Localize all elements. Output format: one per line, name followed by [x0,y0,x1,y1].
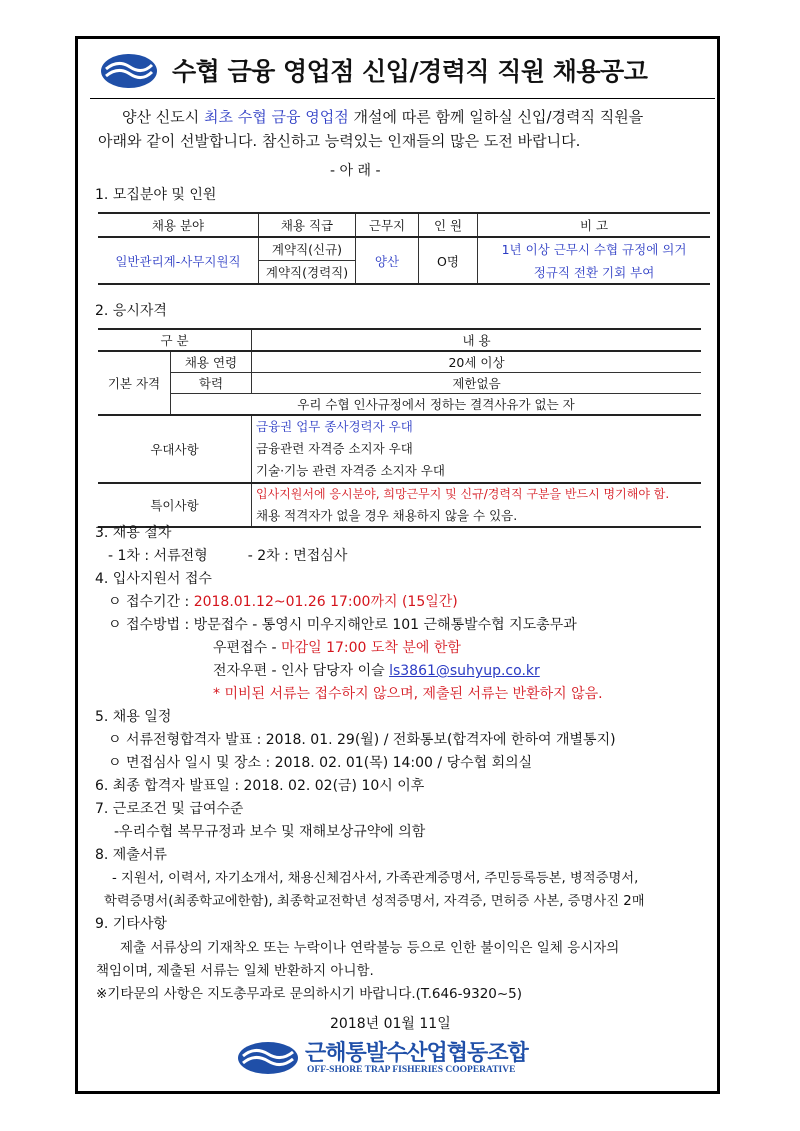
email-link[interactable]: ls3861@suhyup.co.kr [389,663,540,679]
page-title: 수협 금융 영업점 신입/경력직 직원 채용공고 [172,57,648,86]
disq-value: 우리 수협 인사규정에서 정하는 결격사유가 없는 자 [171,393,702,415]
pref-item: 금융권 업무 종사경력자 우대 [256,419,413,434]
org-name-ko: 근해통발수산업협동조합 [305,1041,528,1066]
mail-line [213,637,461,657]
col-header: 근무지 [356,213,419,237]
rank-cell: 계약직(신규) [259,237,356,261]
section-5-heading: 5. 채용 일정 [95,709,172,725]
section-2-heading: 2. 응시자격 [95,303,167,319]
col-header: 인 원 [419,213,478,237]
section-4-heading: 4. 입사지원서 접수 [95,571,212,587]
section-8-heading: 8. 제출서류 [95,847,167,863]
period-label: ㅇ 접수기간 : [108,594,194,610]
field-cell: 일반관리계-사무지원직 [98,237,259,284]
schedule-line: ㅇ 면접심사 일시 및 장소 : 2018. 02. 01(목) 14:00 / 당수협 회의실 [108,755,533,771]
intro [98,105,713,153]
method-line: ㅇ 접수방법 : 방문접수 - 통영시 미우지해안로 101 근해통발수협 지도총무과 [108,617,577,633]
col-header: 채용 직급 [259,213,356,237]
misc-line: 책임이며, 제출된 서류는 일체 반환하지 아니함. [96,963,374,979]
email-label: 전자우편 - 인사 담당자 이슬 [213,663,390,679]
documents-line: - 지원서, 이력서, 자기소개서, 채용신체검사서, 가족관계증명서, 주민등록등본, 병적증명서, [112,871,639,886]
col-header: 구 분 [98,329,252,351]
section-divider-label: - 아 래 - [330,163,381,179]
mail-value: 마감일 17:00 도착 분에 한함 [281,640,461,656]
col-header: 내 용 [252,329,702,351]
title-divider [90,98,715,99]
special-item: 입사지원서에 응시분야, 희망근무지 및 신규/경력직 구분을 반드시 명기해야 함. [256,487,670,501]
pref-item: 기술·기능 관련 자격증 소지자 우대 [256,463,445,478]
suhyup-logo-icon [237,1038,299,1078]
section-7-heading: 7. 근로조건 및 급여수준 [95,801,244,817]
intro-line-2: 아래와 같이 선발합니다. 참신하고 능력있는 인재들의 많은 도전 바랍니다. [98,132,581,150]
rank-cell: 계약직(경력직) [259,261,356,285]
process-line: - 1차 : 서류전형 - 2차 : 면접심사 [108,548,348,564]
edu-label: 학력 [171,372,252,393]
period-value: 2018.01.12~01.26 17:00까지 (15일간) [193,594,458,610]
misc-line: 제출 서류상의 기재착오 또는 누락이나 연락불능 등으로 인한 불이익은 일체 응시자의 [120,940,620,956]
pref-item: 금융관련 자격증 소지자 우대 [256,441,413,456]
org-signature [237,1036,567,1086]
special-cell [252,483,702,527]
schedule-line: ㅇ 서류전형합격자 발표 : 2018. 01. 29(월) / 전화통보(합격자에 한하여 개별통지) [108,732,616,748]
recruit-table [98,212,710,285]
mail-label: 우편접수 - [213,640,282,656]
age-label: 채용 연령 [171,351,252,372]
pref-label: 우대사항 [98,415,252,483]
issue-date: 2018년 01월 11일 [330,1016,451,1032]
edu-value: 제한없음 [252,372,702,393]
suhyup-logo-icon [100,51,158,91]
note-cell: 정규직 전환 기회 부여 [478,261,711,285]
title-row [100,46,710,96]
intro-text: 양산 신도시 [122,108,204,126]
basic-label: 기본 자격 [98,351,171,415]
period-line [108,591,458,611]
conditions-line: -우리수협 복무규정과 보수 및 재해보상규약에 의함 [114,824,426,840]
count-cell: O명 [419,237,478,284]
location-cell: 양산 [356,237,419,284]
section-6-heading: 6. 최종 합격자 발표일 : 2018. 02. 02(금) 10시 이후 [95,778,425,794]
section-3-heading: 3. 채용 절차 [95,525,172,541]
col-header: 채용 분야 [98,213,259,237]
email-line [213,660,540,680]
note-cell: 1년 이상 근무시 수협 규정에 의거 [478,237,711,261]
section-1-heading: 1. 모집분야 및 인원 [95,187,217,203]
intro-highlight: 최초 수협 금융 영업점 [204,108,349,126]
special-item: 채용 적격자가 없을 경우 채용하지 않을 수 있음. [256,508,518,523]
age-value: 20세 이상 [252,351,702,372]
contact-line: ※기타문의 사항은 지도총무과로 문의하시기 바랍니다.(T.646-9320~5) [96,986,523,1002]
pref-cell [252,415,702,483]
org-name-en: OFF-SHORE TRAP FISHERIES COOPERATIVE [307,1065,516,1075]
intro-text-end: 개설에 따른 함께 일하실 신입/경력직 직원을 [348,108,644,126]
section-9-heading: 9. 기타사항 [95,916,167,932]
documents-line: 학력증명서(최종학교에한함), 최종학교전학년 성적증명서, 자격증, 면허증 사본, 증명사진 2매 [104,894,645,909]
qualification-table [98,328,701,528]
special-label: 특이사항 [98,483,252,527]
col-header: 비 고 [478,213,711,237]
warning-line: * 미비된 서류는 접수하지 않으며, 제출된 서류는 반환하지 않음. [213,686,603,702]
